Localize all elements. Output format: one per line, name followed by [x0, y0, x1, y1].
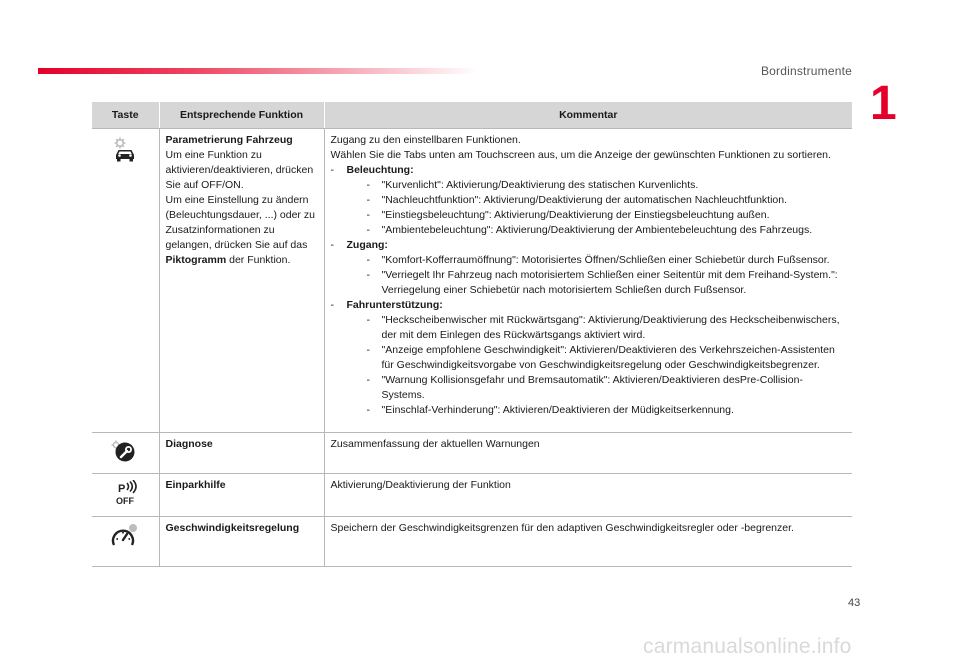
function-cell — [159, 129, 324, 433]
settings-group-list — [331, 163, 847, 418]
group-items — [347, 178, 847, 238]
chapter-number: 1 — [870, 77, 897, 130]
diagnostic-wrench-icon — [110, 439, 140, 463]
group-items — [347, 313, 847, 418]
function-text-part: Um eine Einstellung zu ändern (Beleuchtungsdauer, ...) oder zu Zusatzinformationen zu gelangen, drücken Sie auf das — [165, 194, 315, 251]
speedometer-settings-icon — [109, 523, 141, 551]
list-item: - "Verriegelt Ihr Fahrzeug nach motorisiertem Schließen einer Seitentür mit dem Freihand-System.": Verriegelung einer Schiebetür nach motorisiertem Schließen durch Fußsensor. — [347, 268, 847, 298]
car-settings-icon — [110, 135, 140, 165]
list-item — [331, 298, 847, 418]
group-items — [347, 253, 847, 298]
section-title: Bordinstrumente — [760, 64, 852, 78]
comment-cell: Zusammenfassung der aktuellen Warnungen — [324, 433, 852, 474]
table-row-diagnose — [92, 433, 852, 474]
list-item: - "Einstiegsbeleuchtung": Aktivierung/Deaktivierung der Einstiegsbeleuchtung außen. — [347, 208, 847, 223]
list-item: - "Nachleuchtfunktion": Aktivierung/Deaktivierung der automatischen Nachleuchtfunktion. — [347, 193, 847, 208]
header-accent-bar — [38, 68, 478, 74]
group-title: Fahrunterstützung: — [346, 299, 443, 311]
function-text: Um eine Funktion zu aktivieren/deaktivieren, drücken Sie auf OFF/ON. — [165, 149, 314, 191]
table-row-vehicle-settings — [92, 129, 852, 433]
comment-intro: Wählen Sie die Tabs unten am Touchscreen aus, um die Anzeige der gewünschten Funktionen zu sortieren. — [330, 149, 831, 161]
function-table — [92, 102, 852, 567]
group-title: Zugang: — [346, 239, 388, 251]
list-item: - "Komfort-Kofferraumöffnung": Motorisiertes Öffnen/Schließen einer Schiebetür durch Fußsensor. — [347, 253, 847, 268]
list-item — [331, 238, 847, 298]
icon-cell — [92, 474, 159, 517]
group-title: Beleuchtung: — [346, 164, 414, 176]
column-header-function: Entsprechende Funktion — [159, 102, 324, 129]
function-cell: Einparkhilfe — [159, 474, 324, 517]
list-item: - "Warnung Kollisionsgefahr und Bremsautomatik": Aktivieren/Deaktivieren desPre-Collision-Systems. — [347, 373, 847, 403]
comment-cell: Aktivierung/Deaktivierung der Funktion — [324, 474, 852, 517]
comment-cell — [324, 129, 852, 433]
function-text — [166, 193, 318, 268]
column-header-comment: Kommentar — [324, 102, 852, 129]
table-row-geschwindigkeitsregelung — [92, 517, 852, 567]
column-header-taste: Taste — [92, 102, 159, 129]
comment-cell: Speichern der Geschwindigkeitsgrenzen für den adaptiven Geschwindigkeitsregler oder -begrenzer. — [324, 517, 852, 567]
list-item: - "Einschlaf-Verhinderung": Aktivieren/Deaktivieren der Müdigkeitserkennung. — [347, 403, 847, 418]
table-row-einparkhilfe — [92, 474, 852, 517]
comment-intro: Zugang zu den einstellbaren Funktionen. — [330, 134, 521, 146]
page-number: 43 — [848, 597, 861, 609]
list-item: - "Kurvenlicht": Aktivierung/Deaktivierung des statischen Kurvenlichts. — [347, 178, 847, 193]
svg-text:P: P — [118, 483, 126, 495]
parking-sensor-off-icon — [110, 480, 140, 506]
list-item — [331, 163, 847, 238]
table-header-row — [92, 102, 852, 129]
watermark: carmanualsonline.info — [643, 635, 852, 658]
function-text-part: der Funktion. — [229, 254, 291, 266]
icon-cell — [92, 433, 159, 474]
list-item: - "Anzeige empfohlene Geschwindigkeit": Aktivieren/Deaktivieren des Verkehrszeichen-Assistenten für Geschwindigkeitsvorgabe von Geschwindigkeitsregelung oder Geschwindigkeitsbegrenzer. — [347, 343, 847, 373]
icon-label: OFF — [116, 496, 135, 506]
function-title: Parametrierung Fahrzeug — [165, 134, 293, 146]
function-cell: Diagnose — [159, 433, 324, 474]
function-cell: Geschwindigkeitsregelung — [159, 517, 324, 567]
icon-cell — [92, 517, 159, 567]
icon-cell — [92, 129, 159, 433]
list-item: - "Heckscheibenwischer mit Rückwärtsgang": Aktivierung/Deaktivierung des Heckscheibenwischers, der mit dem Einlegen des Rückwärtsgangs aktiviert wird. — [347, 313, 847, 343]
list-item: - "Ambientebeleuchtung": Aktivierung/Deaktivierung der Ambientebeleuchtung des Fahrzeugs. — [347, 223, 847, 238]
function-text-bold: Piktogramm — [165, 254, 227, 266]
